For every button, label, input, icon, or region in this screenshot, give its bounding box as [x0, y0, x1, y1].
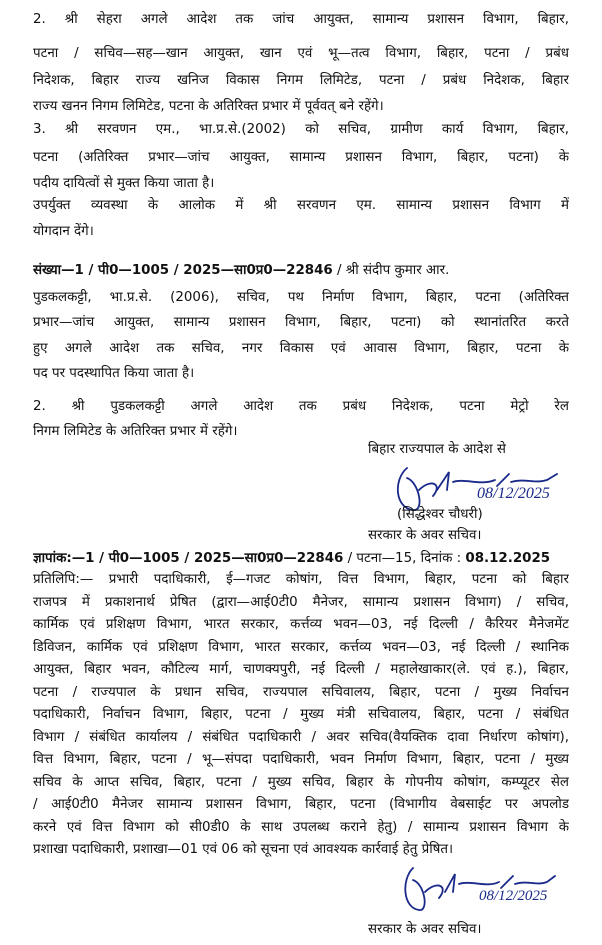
- para3-line-2: पटना (अतिरिक्त प्रभार—जांच आयुक्त, सामान्य प्रशासन विभाग, बिहार, पटना) के: [33, 150, 569, 165]
- order2-line-3: प्रभार—जांच आयुक्त, सामान्य प्रशासन विभाग, बिहार, पटना) को स्थानांतरित करते: [33, 315, 569, 330]
- order2-line-2: पुडकलकट्टी, भा.प्र.से. (2006), सचिव, पथ निर्माण विभाग, बिहार, पटना (अतिरिक्त: [33, 290, 569, 305]
- joining-line-1: उपर्युक्त व्यवस्था के आलोक में श्री सरवणन एम. सामान्य प्रशासन विभाग में: [33, 198, 569, 213]
- svg-text:08/12/2025: 08/12/2025: [479, 888, 548, 904]
- memo-line-4: कार्मिक एवं प्रशिक्षण विभाग, भारत सरकार, कर्त्तव्य भवन—03, नई दिल्ली / कैरियर मैनेजमेंट: [33, 617, 569, 632]
- memo-place: / पटना—15, दिनांक :: [343, 551, 466, 566]
- memo-line-7: पटना / राज्यपाल के प्रधान सचिव, राज्यपाल सचिवालय, बिहार, पटना / मुख्य निर्वाचन: [33, 685, 569, 700]
- memo-line-13: करने एवं वित्त विभाग को सी0डी0 के साथ उपलब्ध कराने हेतु) / सामान्य प्रशासन विभाग के: [33, 820, 569, 835]
- memo-line-1: [33, 550, 569, 568]
- memo-line-5: डिविजन, कार्मिक एवं प्रशिक्षण विभाग, भारत सरकार, कर्त्तव्य भवन—03, नई दिल्ली / स्थानिक: [33, 640, 569, 655]
- memo-line-9: विभाग / संबंधित कार्यालय / संबंधित पदाधिकारी / अवर सचिव(वैयक्तिक दावा निर्धारण कोषांग),: [33, 730, 569, 745]
- signatory-designation: सरकार के अवर सचिव।: [368, 528, 482, 543]
- order2-para2-line-1: 2. श्री पुडकलकट्टी अगले आदेश तक प्रबंध निदेशक, पटना मेट्रो रेल: [33, 399, 569, 414]
- order-number: संख्या—1 / पी0—1005 / 2025—सा0प्र0—22846: [33, 263, 333, 278]
- memo-line-6: आयुक्त, बिहार भवन, कौटिल्य मार्ग, चाणक्यपुरी, नई दिल्ली / महालेखाकार(ले. एवं ह.), बिहार,: [33, 662, 569, 677]
- joining-line-2: योगदान देंगे।: [33, 224, 94, 239]
- by-order-of-governor: बिहार राज्यपाल के आदेश से: [368, 442, 506, 457]
- memo-line-3: राजपत्र में प्रकाशनार्थ प्रेषित (द्वारा—आई0टी0 मैनेजर, सामान्य प्रशासन विभाग) / सचिव,: [33, 595, 569, 610]
- para2-line-2: पटना / सचिव—सह—खान आयुक्त, खान एवं भू—तत्व विभाग, बिहार, पटना / प्रबंध: [33, 46, 569, 61]
- memo-line-10: वित्त विभाग, बिहार, पटना / भू—संपदा पदाधिकारी, भवन निर्माण विभाग, बिहार, पटना / मुख्य: [33, 752, 569, 767]
- para3-line-1: 3. श्री सरवणन एम., भा.प्र.से.(2002) को सचिव, ग्रामीण कार्य विभाग, बिहार,: [33, 122, 569, 137]
- memo-line-14: प्रशाखा पदाधिकारी, प्रशाखा—01 एवं 06 को सूचना एवं आवश्यक कार्रवाई हेतु प्रेषित।: [33, 842, 454, 857]
- svg-text:08/12/2025: 08/12/2025: [477, 485, 550, 502]
- para2-line-4: राज्य खनन निगम लिमिटेड, पटना के अतिरिक्त प्रभार में पूर्ववत् बने रहेंगे।: [33, 99, 384, 114]
- para2-line-1: 2. श्री सेहरा अगले आदेश तक जांच आयुक्त, सामान्य प्रशासन विभाग, बिहार,: [33, 12, 569, 27]
- order2-line-1-rest: / श्री संदीप कुमार आर.: [332, 263, 450, 278]
- signatory-designation-2: सरकार के अवर सचिव।: [368, 922, 482, 937]
- memo-line-8: पदाधिकारी, निर्वाचन विभाग, बिहार, पटना / मुख्य मंत्री सचिवालय, बिहार, पटना / संबंधित: [33, 707, 569, 722]
- para3-line-3: पदीय दायित्वों से मुक्त किया जाता है।: [33, 176, 215, 191]
- memo-line-12: / आई0टी0 मैनेजर सामान्य प्रशासन विभाग, बिहार, पटना (विभागीय वेबसाईट पर अपलोड: [33, 797, 569, 812]
- memo-line-2: प्रतिलिपि:— प्रभारी पदाधिकारी, ई—गजट कोषांग, वित्त विभाग, बिहार, पटना को बिहार: [33, 572, 569, 587]
- signature-2: [395, 862, 565, 924]
- memo-date: 08.12.2025: [465, 551, 551, 566]
- order2-para2-line-2: निगम लिमिटेड के अतिरिक्त प्रभार में रहेंगे।: [33, 424, 238, 439]
- order2-line-4: हुए अगले आदेश तक सचिव, नगर विकास एवं आवास विभाग, बिहार, पटना के: [33, 341, 569, 356]
- memo-number: ज्ञापांक:—1 / पी0—1005 / 2025—सा0प्र0—22846: [33, 551, 344, 566]
- memo-line-11: सचिव के आप्त सचिव, बिहार, पटना / मुख्य सचिव, बिहार के गोपनीय कोषांग, कम्प्यूटर सेल: [33, 775, 569, 790]
- order2-line-1: [33, 262, 569, 280]
- signatory-name: (सिद्धेश्वर चौधरी): [397, 507, 483, 522]
- order2-line-5: पद पर पदस्थापित किया जाता है।: [33, 366, 195, 381]
- para2-line-3: निदेशक, बिहार राज्य खनिज विकास निगम लिमिटेड, पटना / प्रबंध निदेशक, बिहार: [33, 73, 569, 88]
